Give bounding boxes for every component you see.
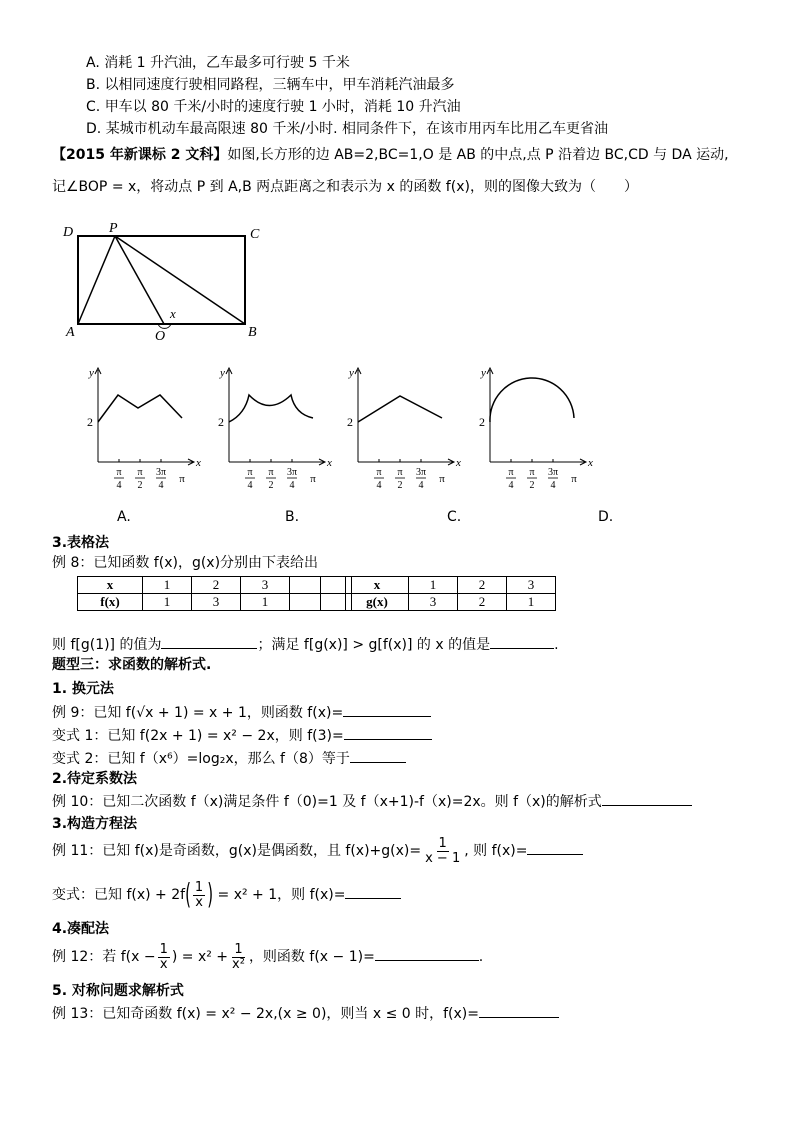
fraction-1-over-x: $\frac{1}{x}$ [194,879,204,910]
graph-curve [98,395,182,422]
example-12: 例 12：若 f(x − $\frac{1}{x}$ ) = x² + $\frac{1}{\text{x²}}$ ，则函数 f(x − 1)= . [52,941,484,972]
graph-a [80,364,200,494]
example-11: 例 11：已知 f(x)是奇函数，g(x)是偶函数，且 f(x)+g(x)= $\frac{1}{x - 1}$ , 则 f(x)= [52,834,583,868]
method-1-title: 1. 换元法 [52,681,114,697]
segment-pa [78,236,115,324]
method-2-title: 2.待定系数法 [52,771,138,787]
graph-curve [229,395,313,422]
rectangle-figure [60,218,270,348]
option-a: A. 消耗 1 升汽油，乙车最多可行驶 5 千米 [86,55,350,71]
x-tick-pi: π [571,473,577,485]
answer-blank[interactable] [490,634,554,649]
table-g-row-2: 2 [458,594,507,611]
answer-blank[interactable] [161,634,257,649]
table-f-row-1: 1 [143,594,192,611]
graph-label-b: B. [285,509,300,525]
x-tick-numerator: π [268,467,274,478]
x-tick-denominator: 4 [550,480,556,491]
x-tick-numerator: π [529,467,535,478]
label-o: O [155,329,166,344]
answer-blank[interactable] [527,840,583,855]
type3-title: 题型三：求函数的解析式. [52,657,212,673]
option-c: C. 甲车以 80 千米/小时的速度行驶 1 小时，消耗 10 升汽油 [86,99,461,115]
rectangle-abcd [78,236,245,324]
x-tick-numerator: π [247,467,253,478]
table-f-header-1: 1 [143,577,192,594]
x-tick-denominator: 4 [376,480,382,491]
label-c: C [250,227,260,242]
answer-blank[interactable] [345,884,401,899]
variant-1: 变式 1：已知 f(2x + 1) = x² − 2x，则 f(3)= [52,725,432,745]
table-f-header-0: x [78,577,143,594]
table-f-header-2: 2 [192,577,241,594]
method-3-title: 3.构造方程法 [52,816,138,832]
x-tick-denominator: 2 [529,480,535,491]
x-tick-denominator: 4 [508,480,514,491]
graph-c [340,364,460,494]
method-5-title: 5. 对称问题求解析式 [52,983,184,999]
label-x: x [170,306,176,321]
x-tick-denominator: 4 [289,480,295,491]
table-f-row-3: 1 [241,594,290,611]
answer-blank[interactable] [344,725,432,740]
table-g-row-0: g(x) [346,594,409,611]
x-tick-numerator: 3π [286,467,298,478]
graph-b [211,364,331,494]
method-4-title: 4.凑配法 [52,921,110,937]
x-axis-label: x [196,457,201,469]
fraction-1-over-x-squared: $\frac{1}{\text{x²}}$ [232,941,245,972]
label-d: D [63,225,74,240]
x-tick-denominator: 2 [397,480,403,491]
fraction-1-over-x: $\frac{1}{x}$ [159,941,168,972]
question-2015-line2: 记∠BOP = x，将动点 P 到 A,B 两点距离之和表示为 x 的函数 f(x)，则的图像大致为（ ） [52,179,638,195]
graph-d [472,364,592,494]
x-tick-denominator: 4 [418,480,424,491]
table-g-row-1: 3 [409,594,458,611]
example-13: 例 13：已知奇函数 f(x) = x² − 2x,(x ≥ 0)，则当 x ≤ 0 时，f(x)= [52,1003,559,1023]
x-tick-pi: π [439,473,445,485]
x-tick-denominator: 4 [247,480,253,491]
x-tick-numerator: 3π [547,467,559,478]
graph-label-a: A. [117,509,131,525]
table-g-header-3: 3 [507,577,556,594]
x-tick-denominator: 2 [268,480,274,491]
x-tick-numerator: π [376,467,382,478]
x-tick-numerator: π [116,467,122,478]
x-tick-denominator: 4 [116,480,122,491]
table-g-header-2: 2 [458,577,507,594]
graph-curve [490,378,574,422]
segment-po [115,236,164,324]
question-2015-line1: 【2015 年新课标 2 文科】如图,长方形的边 AB=2,BC=1,O 是 AB 的中点,点 P 沿着边 BC,CD 与 DA 运动, [52,147,729,163]
table-f-row-2: 3 [192,594,241,611]
answer-blank[interactable] [479,1003,559,1018]
y-tick-2: 2 [218,415,224,429]
table-g-header-0: x [346,577,409,594]
y-axis-label: y [349,367,354,379]
y-tick-2: 2 [479,415,485,429]
x-tick-numerator: π [508,467,514,478]
x-axis-label: x [456,457,461,469]
x-tick-pi: π [179,473,185,485]
answer-blank[interactable] [375,946,479,961]
y-axis-label: y [220,367,225,379]
example-9: 例 9：已知 f(√x + 1) = x + 1，则函数 f(x)= [52,702,431,722]
x-tick-pi: π [310,473,316,485]
x-tick-numerator: π [397,467,403,478]
x-tick-numerator: 3π [415,467,427,478]
x-axis-label: x [327,457,332,469]
x-tick-numerator: 3π [155,467,167,478]
answer-blank[interactable] [350,748,406,763]
table-g-header-1: 1 [409,577,458,594]
x-tick-denominator: 2 [137,480,143,491]
graph-curve [358,396,442,422]
x-tick-denominator: 4 [158,480,164,491]
y-tick-2: 2 [347,415,353,429]
graph-label-c: C. [447,509,462,525]
label-a: A [66,325,75,340]
table-g [345,576,556,611]
y-axis-label: y [481,367,486,379]
table-f-header-3: 3 [241,577,290,594]
example-10: 例 10：已知二次函数 f（x)满足条件 f（0)=1 及 f（x+1)-f（x)=2x。则 f（x)的解析式 [52,791,692,811]
option-d: D. 某城市机动车最高限速 80 千米/小时. 相同条件下，在该市用丙车比用乙车更省油 [86,121,609,137]
section-table-method-title: 3.表格法 [52,535,110,551]
table-f-row-0: f(x) [78,594,143,611]
example-11-variant: 变式：已知 f(x) + 2f( $\frac{1}{x}$ ) = x² + 1，则 f(x)= [52,876,401,913]
x-tick-numerator: π [137,467,143,478]
y-axis-label: y [89,367,94,379]
table-g-row-3: 1 [507,594,556,611]
variant-2: 变式 2：已知 f（x⁶）=log₂x，那么 f（8）等于 [52,748,406,768]
example-8-text: 例 8：已知函数 f(x)，g(x)分别由下表给出 [52,555,319,571]
answer-blank[interactable] [343,702,431,717]
label-b: B [248,325,257,340]
x-axis-label: x [588,457,593,469]
example-8-question: 则 f[g(1)] 的值为 ；满足 f[g(x)] > g[f(x)] 的 x 的值是 . [52,634,559,654]
table-f [77,576,352,611]
label-p: P [109,221,118,236]
graph-label-d: D. [598,509,614,525]
option-b: B. 以相同速度行驶相同路程，三辆车中，甲车消耗汽油最多 [86,77,455,93]
fraction-1-over-x-minus-1: $\frac{1}{x - 1}$ [425,835,461,866]
y-tick-2: 2 [87,415,93,429]
answer-blank[interactable] [602,791,692,806]
segment-pb [115,236,245,324]
